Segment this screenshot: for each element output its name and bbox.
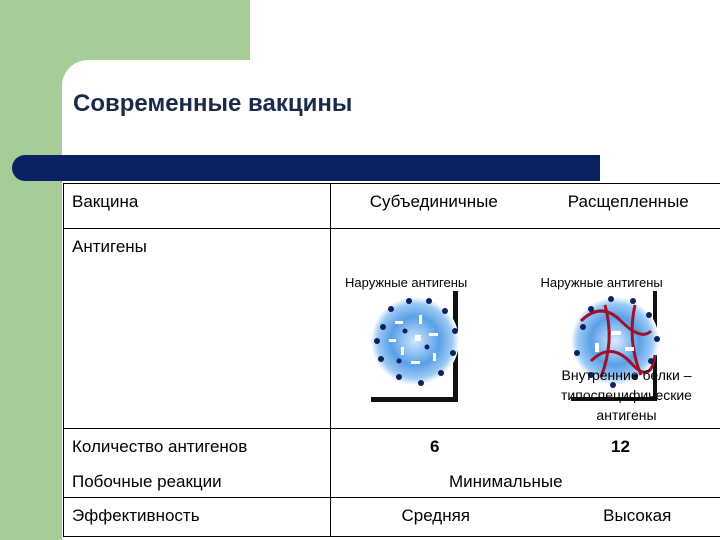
- title-underline-bar: [12, 155, 600, 181]
- header-cell-vaccine: Вакцина: [64, 184, 331, 229]
- header-cell-split: Расщепленные: [537, 184, 720, 229]
- antigens-subunit-cell: [331, 229, 537, 429]
- count-side-effects-label-cell: [64, 429, 331, 498]
- subunit-antigen-count: 6: [430, 437, 440, 456]
- slide-title: Современные вакцины: [73, 90, 353, 117]
- note-line-2: типоспецифические: [561, 387, 692, 403]
- table-row-efficacy: [64, 498, 720, 537]
- header-cell-subunit: Субъединичные: [331, 184, 537, 229]
- table-row-count-side-effects: [64, 429, 720, 498]
- outer-antigens-caption-split: Наружные антигены: [540, 275, 663, 290]
- table-row-antigens: [64, 229, 720, 429]
- decor-green-strip: [0, 136, 62, 540]
- table-row-header: [64, 184, 720, 229]
- side-effects-label: Побочные реакции: [72, 472, 222, 491]
- note-line-1: Внутренние белки –: [561, 367, 692, 383]
- antigens-label-cell: Антигены: [64, 229, 331, 429]
- outer-antigens-caption: Наружные антигены: [345, 275, 468, 290]
- split-antigen-count: 12: [611, 437, 630, 456]
- antigen-count-label: Количество антигенов: [72, 437, 248, 456]
- count-side-effects-value-cell: [331, 429, 720, 498]
- efficacy-subunit-cell: Средняя: [331, 498, 537, 537]
- subunit-virion-illustration: [371, 291, 511, 411]
- inner-proteins-note: [537, 365, 717, 425]
- vaccine-table: [63, 183, 720, 537]
- note-line-3: антигены: [596, 407, 657, 423]
- efficacy-split-cell: Высокая: [537, 498, 720, 537]
- efficacy-label-cell: Эффективность: [64, 498, 331, 537]
- side-effects-value: Минимальные: [449, 472, 563, 491]
- antigens-split-cell: [537, 229, 720, 429]
